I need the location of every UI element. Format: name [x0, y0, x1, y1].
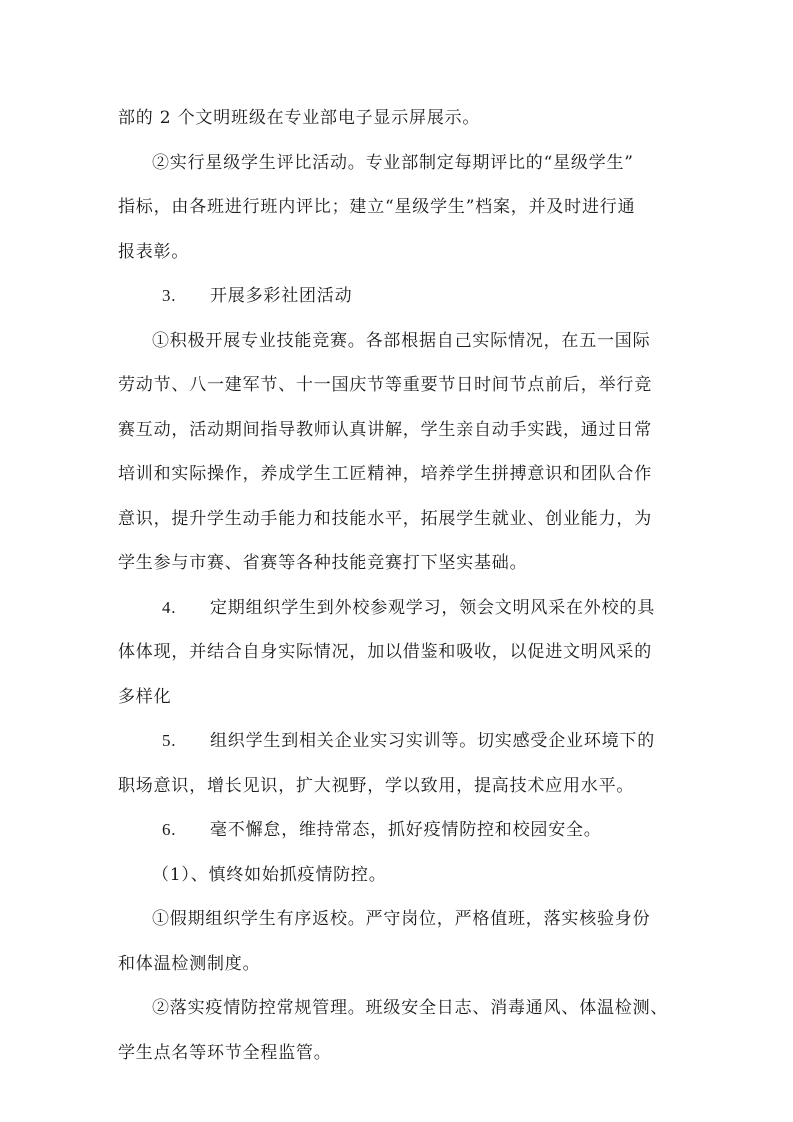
subsection-heading: （1）、慎终如始抓疫情防控。 — [152, 864, 387, 885]
section-heading-5 — [118, 719, 678, 764]
text-line: 部的 2 个文明班级在专业部电子显示屏展示。 — [118, 108, 481, 128]
text-line: ①积极开展专业技能竞赛。各部根据自己实际情况，在五一国际 — [152, 330, 651, 351]
text-line: 和体温检测制度。 — [118, 953, 261, 974]
text-line: 意识，提升学生动手能力和技能水平，拓展学生就业、创业能力，为 — [118, 508, 652, 529]
item-number: 3. — [162, 286, 177, 305]
section-heading-text: 定期组织学生到外校参观学习，领会文明风采在外校的具 — [210, 597, 655, 618]
text-line: 体体现，并结合自身实际情况，加以借鉴和吸收，以促进文明风采的 — [118, 642, 652, 662]
text-line: ①假期组织学生有序返校。严守岗位，严格值班，落实核验身份 — [152, 909, 651, 929]
text-line: 指标，由各班进行班内评比；建立“星级学生”档案，并及时进行通 — [118, 197, 636, 217]
item-number: 5. — [162, 731, 177, 750]
section-heading-text: 毫不懈怠，维持常态，抓好疫情防控和校园安全。 — [210, 820, 602, 840]
text-line: ②落实疫情防控常规管理。班级安全日志、消毒通风、体温检测、 — [152, 998, 669, 1018]
text-line: ②实行星级学生评比活动。专业部制定每期评比的“星级学生” — [152, 152, 634, 173]
document-body — [118, 96, 678, 1075]
section-heading-text: 开展多彩社团活动 — [210, 286, 353, 306]
text-line: 职场意识，增长见识，扩大视野，学以致用，提高技术应用水平。 — [118, 775, 635, 796]
text-line: 报表彰。 — [118, 241, 190, 262]
section-heading-3 — [118, 274, 678, 319]
item-number: 4. — [162, 597, 177, 617]
text-line: 培训和实际操作，养成学生工匠精神，培养学生拼搏意识和团队合作 — [118, 464, 652, 484]
item-number: 6. — [162, 820, 177, 839]
section-heading-text: 组织学生到相关企业实习实训等。切实感受企业环境下的 — [210, 731, 655, 751]
text-line: 赛互动，活动期间指导教师认真讲解，学生亲自动手实践，通过日常 — [118, 419, 652, 440]
section-heading-4 — [118, 586, 678, 631]
text-line: 学生参与市赛、省赛等各种技能竞赛打下坚实基础。 — [118, 553, 528, 573]
section-heading-6 — [118, 808, 678, 853]
text-line: 学生点名等环节全程监管。 — [118, 1042, 332, 1063]
text-line: 劳动节、八一建军节、十一国庆节等重要节日时间节点前后，举行竞 — [118, 375, 652, 395]
text-line: 多样化 — [118, 686, 172, 707]
